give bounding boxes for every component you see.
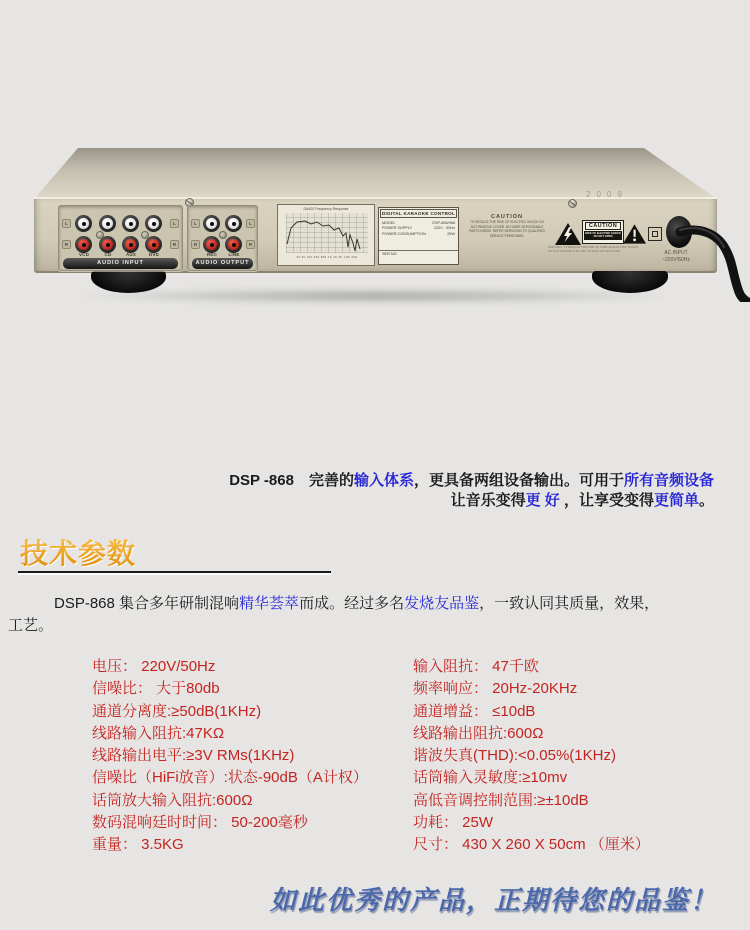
- section-title: 技术参数: [20, 532, 136, 572]
- rca-jack-red: [145, 236, 162, 253]
- spec-item: 高低音调控制范围:≥±10dB: [413, 791, 589, 809]
- caution-sticker-title: CAUTION: [585, 222, 621, 230]
- spec-item: 数码混响廷时时间： 50-200毫秒: [92, 814, 308, 832]
- description-highlight: 所有音频设备: [623, 472, 714, 489]
- audio-output-label-bar: AUDIO OUTPUT: [192, 258, 253, 269]
- rca-jack-white: [99, 215, 116, 232]
- rca-jack-red: [203, 236, 220, 253]
- serial-number-label: SER NO: [379, 250, 458, 264]
- double-insulation-icon: [648, 227, 662, 241]
- intro-text: ，一致认同其质量，效果，: [479, 595, 660, 612]
- caution-line: SERVICE PERSONNEL: [489, 233, 525, 238]
- description-text: ，更具备两组设备输出。可用于: [413, 472, 624, 489]
- audio-input-label-bar: AUDIO INPUT: [63, 258, 178, 269]
- intro-highlight: 发烧友品鉴: [404, 595, 480, 612]
- channel-left-badge: L: [246, 219, 255, 228]
- rca-jack-white: [75, 215, 92, 232]
- warning-exclamation-icon: [622, 223, 650, 247]
- spec-sticker-title: DIGITAL KARAOKE CONTROL: [381, 211, 456, 216]
- spec-item: 谐波失真(THD):<0.05%(1KHz): [413, 747, 616, 765]
- spec-item: 功耗： 25W: [413, 814, 494, 832]
- spec-item: 通道分离度:≥50dB(1KHz): [92, 702, 262, 720]
- intro-highlight: 精华荟萃: [239, 595, 300, 612]
- spec-item: 线路输入阻抗:47KΩ: [92, 724, 225, 742]
- spec-value: DSP-868/968: [432, 220, 455, 225]
- spec-list-left: [92, 656, 368, 857]
- jack-label: DVD: [148, 252, 160, 257]
- spec-sticker: [378, 207, 459, 265]
- jack-label: CD: [104, 252, 112, 257]
- description-line-2: [229, 491, 714, 511]
- caution-bar-line: RISK OF ELECTRIC SHOCK: [585, 232, 621, 235]
- caution-footnote-line: WARNING: TO REDUCE THE RISK OF FIRE OR ELECTRIC SHOCK: [548, 245, 638, 249]
- frequency-response-graph: [277, 204, 375, 266]
- spec-item: 话筒放大输入阻抗:600Ω: [92, 791, 253, 809]
- channel-left-badge: L: [170, 219, 179, 228]
- audio-output-panel: [187, 205, 258, 271]
- caution-line: TO REDUCE THE RISK OF ELECTRIC SHOCK DO: [469, 220, 545, 224]
- description-text: DSP -868 完善的: [229, 472, 354, 489]
- rca-jack-red: [75, 236, 92, 253]
- device-foot-left: [91, 271, 166, 293]
- screw-icon: [568, 199, 577, 208]
- intro-text: 而成。经过多名: [299, 595, 405, 612]
- device-foot-right: [592, 271, 668, 293]
- spec-key: POWER CONSUMPTION: [382, 231, 426, 236]
- jack-label: REC: [206, 252, 218, 257]
- channel-left-badge: L: [62, 219, 71, 228]
- spec-item: 重量： 3.5KG: [92, 836, 184, 854]
- ac-input-line: ~220V/50Hz: [662, 256, 690, 263]
- screw-icon: [141, 231, 149, 239]
- device-rear-panel-photo: [30, 140, 720, 300]
- graph-curve: [286, 213, 368, 253]
- spec-item: 频率响应： 20Hz-20KHz: [413, 680, 578, 698]
- jack-label: AUX: [125, 252, 137, 257]
- graph-title: DA402 Frequency Response: [303, 207, 349, 211]
- caution-line: PARTS INSIDE. REFER SERVICING TO QUALIFIED: [469, 229, 545, 234]
- rca-jack-white: [203, 215, 220, 232]
- product-description: [229, 471, 714, 511]
- description-text: 。: [698, 492, 714, 509]
- spec-item: 线路输出电平:≥3V RMs(1KHz): [92, 747, 295, 765]
- channel-right-badge: R: [191, 240, 200, 249]
- spec-key: MODEL: [382, 220, 396, 225]
- caution-bar-line: DO NOT OPEN: [593, 235, 613, 239]
- rca-jack-red: [122, 236, 139, 253]
- spec-item: 线路输出阻抗:600Ω: [413, 724, 544, 742]
- caution-sticker: [582, 220, 624, 244]
- ac-input-label: [638, 250, 714, 263]
- spec-list-right: [413, 656, 650, 857]
- section-underline: [18, 571, 331, 573]
- description-highlight: 输入体系: [353, 472, 414, 489]
- spec-item: 信噪比（HiFi放音）:状态-90dB（A计权）: [92, 769, 368, 787]
- jack-label: VCD: [78, 252, 90, 257]
- spec-key: POWER SUPPLY: [382, 226, 413, 230]
- slogan-text: 如此优秀的产品，正期待您的品鉴！: [269, 886, 718, 916]
- graph-grid: [286, 213, 368, 253]
- description-highlight: 更 好: [525, 492, 560, 509]
- intro-line-1: [8, 593, 748, 615]
- spec-value: 25W: [447, 231, 455, 236]
- description-highlight: 更简单: [653, 492, 699, 509]
- channel-left-badge: L: [191, 219, 200, 228]
- spec-item: 通道增益： ≤10dB: [413, 702, 536, 720]
- intro-paragraph: [8, 593, 748, 636]
- description-text: 让音乐变得: [450, 492, 526, 509]
- caution-footnote: [548, 245, 652, 253]
- spec-item: 信噪比： 大于80db: [92, 680, 220, 698]
- description-line-1: [229, 471, 714, 491]
- embossed-stamp: 2009: [586, 190, 628, 199]
- rca-jack-white: [122, 215, 139, 232]
- spec-item: 尺寸： 430 X 260 X 50cm （厘米）: [413, 836, 650, 854]
- caution-title: CAUTION: [490, 214, 524, 220]
- spec-item: 话筒输入灵敏度:≥10mv: [413, 769, 568, 787]
- caution-text-block: [462, 214, 552, 238]
- ac-input-line: AC INPUT: [664, 250, 688, 256]
- screw-icon: [219, 231, 227, 239]
- spec-value: 220V - 50Hz: [433, 226, 455, 230]
- screw-icon: [96, 231, 104, 239]
- channel-right-badge: R: [62, 240, 71, 249]
- rca-jack-white: [145, 215, 162, 232]
- channel-right-badge: R: [246, 240, 255, 249]
- jack-label: LINE: [228, 252, 240, 257]
- description-text: ，让享受变得: [559, 492, 654, 509]
- rca-jack-red: [225, 236, 242, 253]
- caution-line: NOT REMOVE COVER. NO USER SERVICEABLE: [470, 224, 544, 229]
- channel-right-badge: R: [170, 240, 179, 249]
- spec-item: 电压： 220V/50Hz: [92, 658, 216, 675]
- caution-footnote-line: DO NOT EXPOSE THIS UNIT TO RAIN OR MOISTURE: [548, 249, 621, 253]
- rca-jack-white: [225, 215, 242, 232]
- graph-axis-labels: 20 50 100 200 500 1K 2K 5K 10K 20K: [296, 255, 358, 259]
- intro-line-2: 工艺。: [8, 616, 54, 634]
- audio-input-panel: [58, 205, 183, 271]
- warning-lightning-icon: [554, 222, 582, 246]
- spec-item: 输入阻抗： 47千欧: [413, 658, 539, 675]
- intro-text: DSP-868 集合多年研制混响: [54, 595, 240, 612]
